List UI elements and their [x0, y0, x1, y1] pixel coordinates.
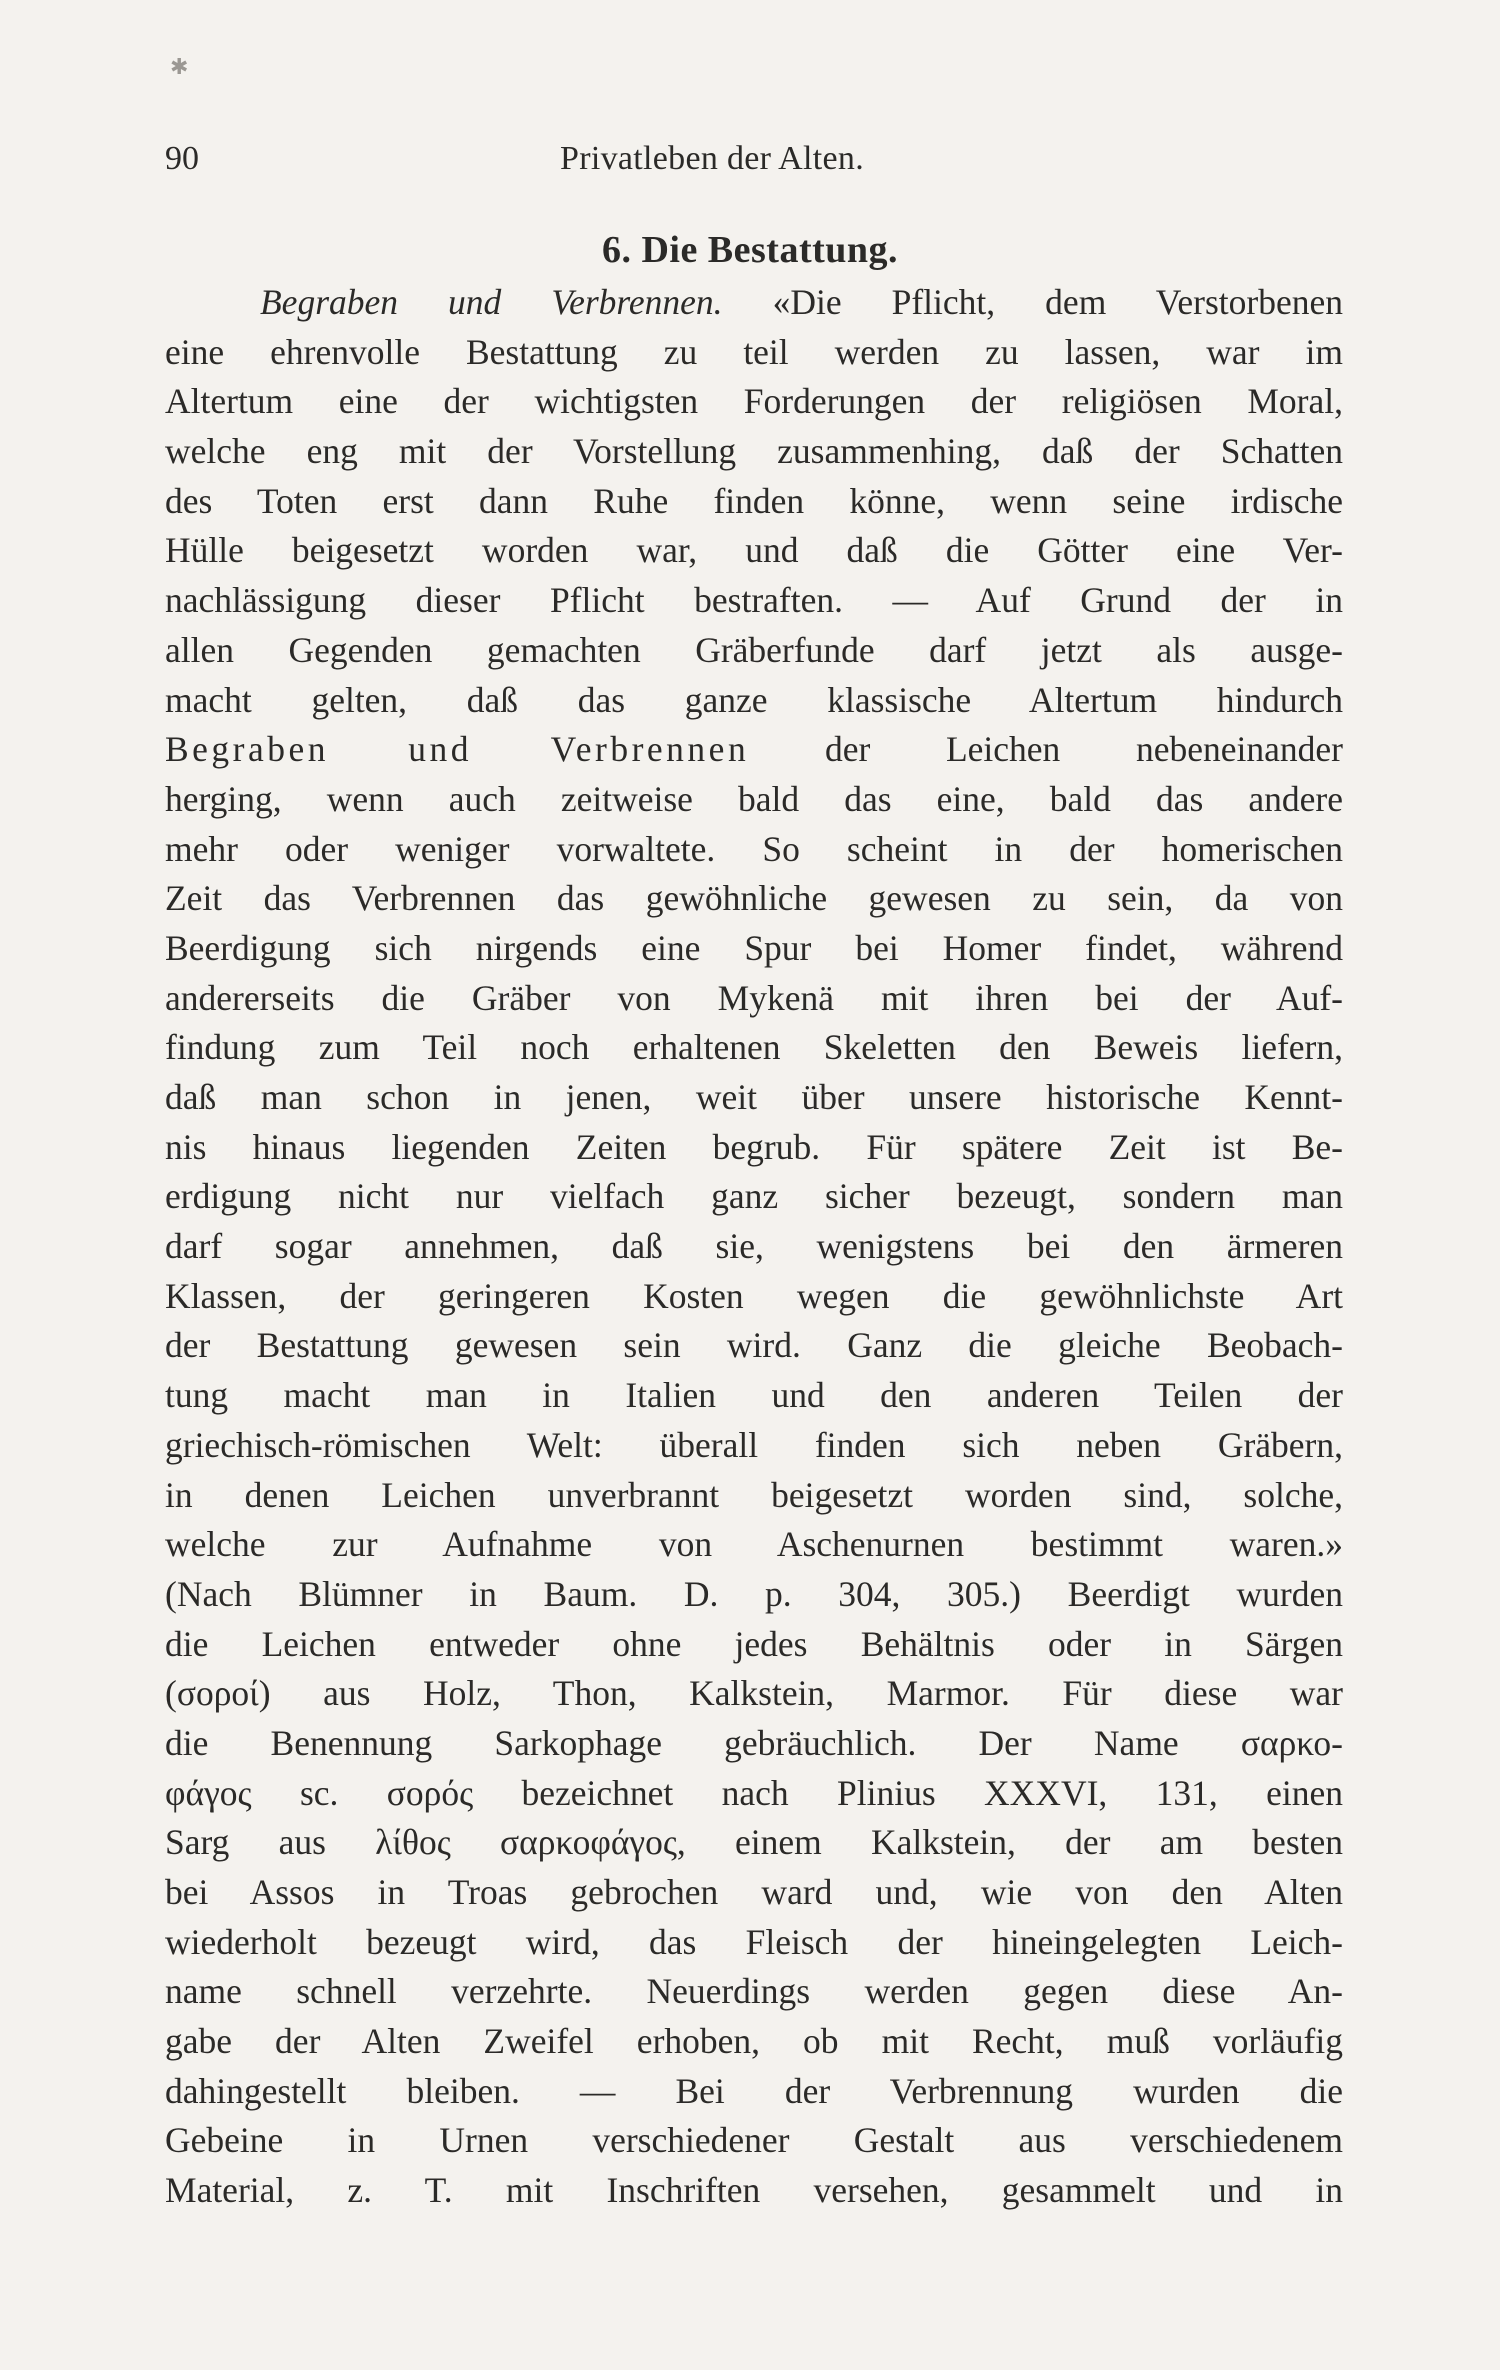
text-line: macht gelten, daß das ganze klassische Altertum hindurch	[165, 679, 1343, 720]
text-line: die Leichen entweder ohne jedes Behältnis oder in Särgen	[165, 1623, 1343, 1664]
text-line: daß man schon in jenen, weit über unsere historische Kennt-	[165, 1077, 1343, 1117]
text-line: Material, z. T. mit Inschriften versehen, gesammelt und in	[165, 2170, 1343, 2211]
section-title: 6. Die Bestattung.	[601, 229, 899, 271]
text-line: wiederholt bezeugt wird, das Fleisch der hineingelegten Leich-	[165, 1921, 1343, 1962]
spaced-emphasis: Begraben und Verbrennen	[165, 729, 750, 770]
body-text	[165, 278, 1343, 2216]
text-line: Beerdigung sich nirgends eine Spur bei Homer findet, während	[165, 927, 1343, 968]
text-line: die Benennung Sarkophage gebräuchlich. Der Name σαρκο-	[165, 1722, 1343, 1763]
text-line: Zeit das Verbrennen das gewöhnliche gewesen zu sein, da von	[165, 878, 1343, 919]
text-line: name schnell verzehrte. Neuerdings werden gegen diese An-	[165, 1971, 1343, 2012]
text-line: allen Gegenden gemachten Gräberfunde darf jetzt als ausge-	[165, 629, 1343, 670]
text-line: darf sogar annehmen, daß sie, wenigstens bei den ärmeren	[165, 1226, 1343, 1267]
page-header	[165, 140, 1340, 190]
text-line: findung zum Teil noch erhaltenen Skeletten den Beweis liefern,	[165, 1027, 1343, 1068]
text-line: Hülle beigesetzt worden war, und daß die Götter eine Ver-	[165, 530, 1343, 571]
text-line: (Nach Blümner in Baum. D. p. 304, 305.) Beerdigt wurden	[165, 1573, 1343, 1614]
text-line: Sarg aus λίθος σαρκοφάγος, einem Kalkstein, der am besten	[165, 1822, 1343, 1863]
text-line: nis hinaus liegenden Zeiten begrub. Für spätere Zeit ist Be-	[165, 1126, 1343, 1167]
text-line: welche zur Aufnahme von Aschenurnen bestimmt waren.»	[165, 1524, 1343, 1565]
text-line: Klassen, der geringeren Kosten wegen die gewöhnlichste Art	[165, 1275, 1343, 1316]
text-line: des Toten erst dann Ruhe finden könne, wenn seine irdische	[165, 480, 1343, 521]
text-line: dahingestellt bleiben. — Bei der Verbrennung wurden die	[165, 2070, 1343, 2111]
text-line: (σοροί) aus Holz, Thon, Kalkstein, Marmor. Für diese war	[165, 1673, 1343, 1714]
text-line: andererseits die Gräber von Mykenä mit ihren bei der Auf-	[165, 977, 1343, 1018]
page-number: 90	[165, 140, 199, 177]
running-head: Privatleben der Alten.	[560, 140, 865, 177]
text-line: Begraben und Verbrennen der Leichen nebeneinander	[165, 729, 1344, 770]
text-line: φάγος sc. σορός bezeichnet nach Plinius XXXVI, 131, einen	[165, 1772, 1343, 1813]
text-line: welche eng mit der Vorstellung zusammenhing, daß der Schatten	[165, 431, 1343, 472]
text-line: erdigung nicht nur vielfach ganz sicher bezeugt, sondern man	[165, 1176, 1343, 1217]
text-line: in denen Leichen unverbrannt beigesetzt worden sind, solche,	[165, 1474, 1343, 1515]
text-line: griechisch-römischen Welt: überall finden sich neben Gräbern,	[165, 1424, 1343, 1465]
text-line: bei Assos in Troas gebrochen ward und, wie von den Alten	[165, 1872, 1343, 1912]
text-line: der Bestattung gewesen sein wird. Ganz die gleiche Beobach-	[165, 1325, 1343, 1366]
text-line: herging, wenn auch zeitweise bald das eine, bald das andere	[165, 778, 1343, 819]
text-line: gabe der Alten Zweifel erhoben, ob mit Recht, muß vorläufig	[165, 2021, 1343, 2062]
text-line: eine ehrenvolle Bestattung zu teil werden zu lassen, war im	[165, 331, 1343, 372]
lead-italic: Begraben und Verbrennen.	[260, 282, 723, 322]
text-line: mehr oder weniger vorwaltete. So scheint in der homerischen	[165, 828, 1343, 869]
text-line: nachlässigung dieser Pflicht bestraften. — Auf Grund der in	[165, 580, 1343, 621]
text-line: Gebeine in Urnen verschiedener Gestalt aus verschiedenem	[165, 2120, 1343, 2161]
text-line: Altertum eine der wichtigsten Forderungen der religiösen Moral,	[165, 381, 1343, 422]
scan-speck-icon: ✱	[170, 55, 189, 80]
text-line: tung macht man in Italien und den anderen Teilen der	[165, 1375, 1343, 1416]
text-line: Begraben und Verbrennen. «Die Pflicht, dem Verstorbenen	[260, 282, 1343, 322]
